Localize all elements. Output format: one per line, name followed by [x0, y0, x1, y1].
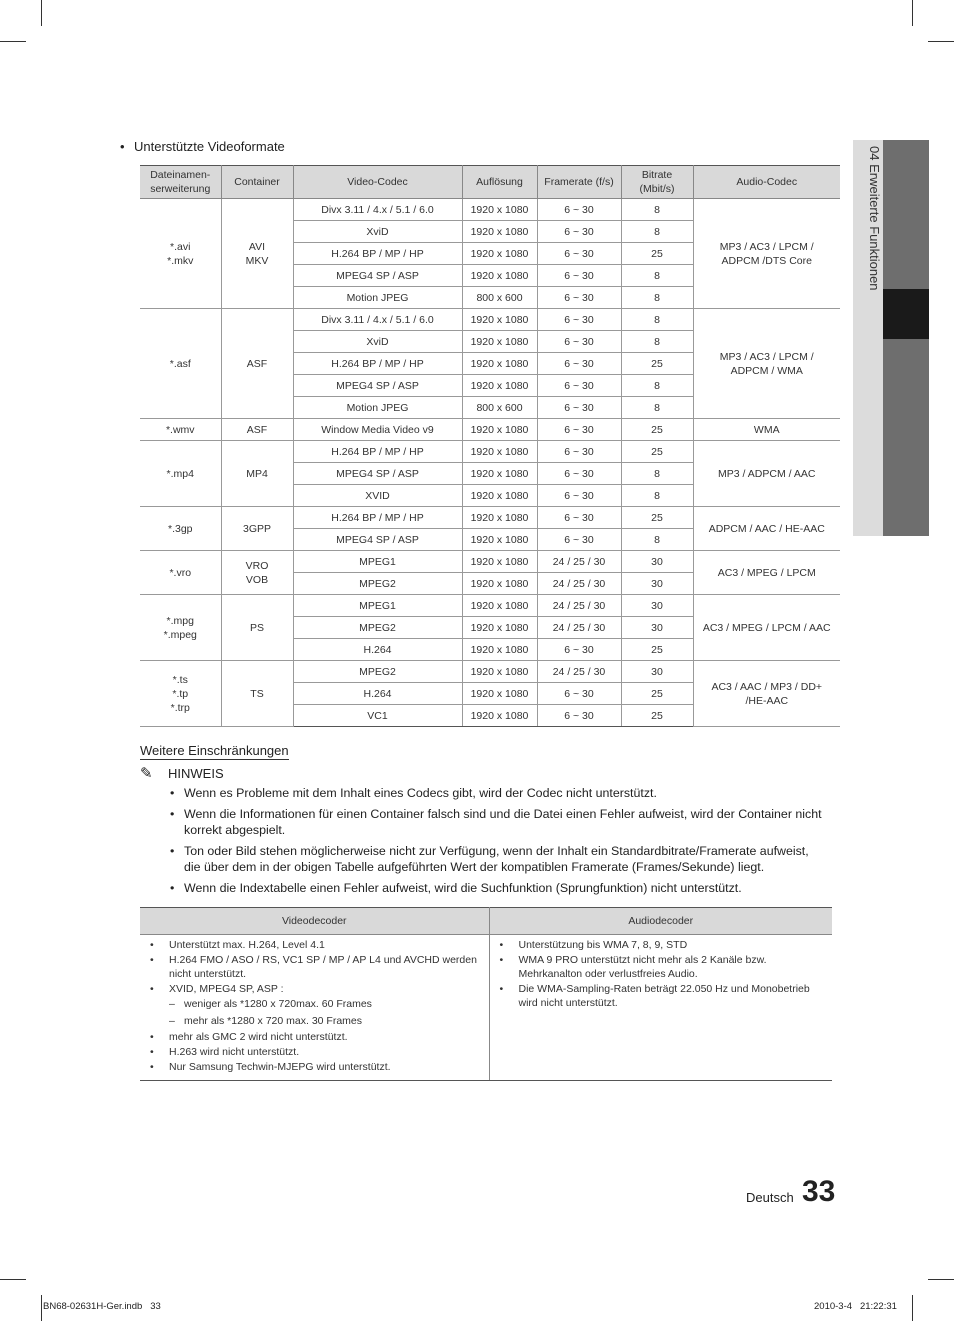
crop-mark	[928, 1279, 954, 1280]
audio-decoder-list	[498, 938, 829, 1011]
video-codec-cell: MPEG4 SP / ASP	[293, 463, 462, 485]
extension-cell: *.wmv	[140, 419, 221, 441]
extension-cell: *.avi *.mkv	[140, 199, 221, 309]
video-decoder-header: Videodecoder	[140, 908, 489, 935]
bitrate-cell: 25	[621, 419, 693, 441]
resolution-cell: 1920 x 1080	[462, 551, 537, 573]
list-item: • Wenn die Informationen für einen Container falsch sind und die Datei einen Fehler aufweist, wird der Container nicht korrekt abgespielt.	[170, 806, 825, 838]
resolution-cell: 1920 x 1080	[462, 353, 537, 375]
audio-codec-cell: AC3 / MPEG / LPCM	[693, 551, 840, 595]
column-header: Auflösung	[462, 166, 537, 199]
bitrate-cell: 25	[621, 243, 693, 265]
bitrate-cell: 25	[621, 683, 693, 705]
table-header-row	[140, 166, 840, 199]
bitrate-cell: 25	[621, 705, 693, 727]
container-cell: AVI MKV	[221, 199, 293, 309]
crop-mark	[928, 41, 954, 42]
framerate-cell: 6 ~ 30	[537, 705, 621, 727]
list-item: – mehr als *1280 x 720 max. 30 Frames	[148, 1013, 485, 1030]
bitrate-cell: 8	[621, 287, 693, 309]
list-item: • mehr als GMC 2 wird nicht unterstützt.	[148, 1030, 485, 1045]
resolution-cell: 800 x 600	[462, 397, 537, 419]
resolution-cell: 1920 x 1080	[462, 375, 537, 397]
video-codec-cell: Divx 3.11 / 4.x / 5.1 / 6.0	[293, 199, 462, 221]
container-cell: TS	[221, 661, 293, 727]
bitrate-cell: 25	[621, 507, 693, 529]
imprint-date: 2010-3-4 21:22:31	[814, 1301, 897, 1312]
pencil-icon: ✎	[140, 765, 153, 782]
framerate-cell: 6 ~ 30	[537, 419, 621, 441]
framerate-cell: 6 ~ 30	[537, 309, 621, 331]
crop-mark	[912, 1295, 913, 1321]
resolution-cell: 1920 x 1080	[462, 309, 537, 331]
extension-cell: *.asf	[140, 309, 221, 419]
bitrate-cell: 8	[621, 397, 693, 419]
bitrate-cell: 8	[621, 309, 693, 331]
resolution-cell: 1920 x 1080	[462, 617, 537, 639]
column-header: Bitrate (Mbit/s)	[621, 166, 693, 199]
framerate-cell: 6 ~ 30	[537, 397, 621, 419]
list-item: • WMA 9 PRO unterstützt nicht mehr als 2 Kanäle bzw. Mehrkanalton oder verlustfreies Audio.	[498, 953, 829, 982]
list-item: • Ton oder Bild stehen möglicherweise nicht zur Verfügung, wenn der Inhalt ein Standardbitrate/Framerate aufweist, die über dem in der obigen Tabelle aufgeführten Wert der kompatiblen Framerate (Frames/Sekunde) liegt.	[170, 843, 825, 875]
framerate-cell: 24 / 25 / 30	[537, 595, 621, 617]
video-codec-cell: XviD	[293, 221, 462, 243]
column-header: Dateinamen- serweiterung	[140, 166, 221, 199]
table-row	[140, 199, 840, 221]
resolution-cell: 1920 x 1080	[462, 243, 537, 265]
framerate-cell: 6 ~ 30	[537, 265, 621, 287]
crop-mark	[0, 41, 26, 42]
video-codec-cell: MPEG2	[293, 617, 462, 639]
restrictions-list	[170, 785, 825, 901]
framerate-cell: 6 ~ 30	[537, 243, 621, 265]
container-cell: MP4	[221, 441, 293, 507]
list-item: – weniger als *1280 x 720max. 60 Frames	[148, 996, 485, 1013]
video-codec-cell: Window Media Video v9	[293, 419, 462, 441]
resolution-cell: 1920 x 1080	[462, 441, 537, 463]
column-header: Video-Codec	[293, 166, 462, 199]
resolution-cell: 1920 x 1080	[462, 573, 537, 595]
note-label-text: HINWEIS	[168, 766, 224, 781]
audio-codec-cell: AC3 / MPEG / LPCM / AAC	[693, 595, 840, 661]
resolution-cell: 1920 x 1080	[462, 639, 537, 661]
bitrate-cell: 30	[621, 661, 693, 683]
crop-mark	[41, 0, 42, 26]
audio-decoder-cell	[489, 935, 832, 1081]
bitrate-cell: 8	[621, 463, 693, 485]
column-header: Container	[221, 166, 293, 199]
resolution-cell: 1920 x 1080	[462, 683, 537, 705]
bitrate-cell: 25	[621, 441, 693, 463]
audio-codec-cell: MP3 / AC3 / LPCM / ADPCM / WMA	[693, 309, 840, 419]
resolution-cell: 1920 x 1080	[462, 705, 537, 727]
list-item: • Nur Samsung Techwin-MJEPG wird unterstützt.	[148, 1060, 485, 1075]
table-row	[140, 661, 840, 683]
framerate-cell: 6 ~ 30	[537, 485, 621, 507]
extension-cell: *.vro	[140, 551, 221, 595]
imprint-file: BN68-02631H-Ger.indb 33	[43, 1301, 161, 1312]
section-title	[120, 139, 285, 154]
video-decoder-list	[148, 938, 485, 1074]
audio-codec-cell: MP3 / ADPCM / AAC	[693, 441, 840, 507]
resolution-cell: 1920 x 1080	[462, 463, 537, 485]
audio-codec-cell: ADPCM / AAC / HE-AAC	[693, 507, 840, 551]
framerate-cell: 6 ~ 30	[537, 639, 621, 661]
framerate-cell: 6 ~ 30	[537, 463, 621, 485]
bitrate-cell: 8	[621, 199, 693, 221]
side-tab-label: 04 Erweiterte Funktionen	[867, 146, 882, 291]
container-cell: ASF	[221, 309, 293, 419]
list-item: • H.263 wird nicht unterstützt.	[148, 1045, 485, 1060]
restrictions-heading: Weitere Einschränkungen	[140, 743, 289, 758]
table-header-row	[140, 908, 832, 935]
video-codec-cell: H.264 BP / MP / HP	[293, 441, 462, 463]
bitrate-cell: 25	[621, 639, 693, 661]
page-number: 33	[802, 1175, 836, 1208]
video-codec-cell: MPEG4 SP / ASP	[293, 265, 462, 287]
video-codec-cell: H.264	[293, 683, 462, 705]
bitrate-cell: 8	[621, 265, 693, 287]
crop-mark	[41, 1295, 42, 1321]
container-cell: PS	[221, 595, 293, 661]
list-item: • Unterstützt max. H.264, Level 4.1	[148, 938, 485, 953]
audio-codec-cell: AC3 / AAC / MP3 / DD+ /HE-AAC	[693, 661, 840, 727]
framerate-cell: 6 ~ 30	[537, 353, 621, 375]
video-codec-cell: Motion JPEG	[293, 397, 462, 419]
bitrate-cell: 8	[621, 375, 693, 397]
table-row	[140, 935, 832, 1081]
framerate-cell: 6 ~ 30	[537, 221, 621, 243]
crop-mark	[0, 1279, 26, 1280]
list-item: • Wenn es Probleme mit dem Inhalt eines Codecs gibt, wird der Codec nicht unterstützt.	[170, 785, 825, 801]
resolution-cell: 1920 x 1080	[462, 661, 537, 683]
video-codec-cell: H.264 BP / MP / HP	[293, 507, 462, 529]
framerate-cell: 6 ~ 30	[537, 507, 621, 529]
table-row	[140, 507, 840, 529]
container-cell: VRO VOB	[221, 551, 293, 595]
table-row	[140, 595, 840, 617]
framerate-cell: 24 / 25 / 30	[537, 551, 621, 573]
bitrate-cell: 30	[621, 617, 693, 639]
bitrate-cell: 8	[621, 529, 693, 551]
note-label	[140, 764, 224, 782]
audio-codec-cell: MP3 / AC3 / LPCM / ADPCM /DTS Core	[693, 199, 840, 309]
list-item: • Die WMA-Sampling-Raten beträgt 22.050 Hz und Monobetrieb wird nicht unterstützt.	[498, 982, 829, 1011]
extension-cell: *.mp4	[140, 441, 221, 507]
crop-mark	[912, 0, 913, 26]
video-codec-cell: MPEG4 SP / ASP	[293, 375, 462, 397]
list-item: • XVID, MPEG4 SP, ASP :	[148, 982, 485, 997]
resolution-cell: 1920 x 1080	[462, 595, 537, 617]
resolution-cell: 1920 x 1080	[462, 485, 537, 507]
bitrate-cell: 8	[621, 331, 693, 353]
video-codec-cell: XviD	[293, 331, 462, 353]
list-item: • H.264 FMO / ASO / RS, VC1 SP / MP / AP L4 und AVCHD werden nicht unterstützt.	[148, 953, 485, 982]
video-codec-cell: VC1	[293, 705, 462, 727]
framerate-cell: 6 ~ 30	[537, 331, 621, 353]
framerate-cell: 6 ~ 30	[537, 375, 621, 397]
framerate-cell: 6 ~ 30	[537, 683, 621, 705]
video-codec-cell: Motion JPEG	[293, 287, 462, 309]
bitrate-cell: 8	[621, 485, 693, 507]
video-codec-cell: MPEG4 SP / ASP	[293, 529, 462, 551]
resolution-cell: 1920 x 1080	[462, 199, 537, 221]
bitrate-cell: 30	[621, 551, 693, 573]
video-codec-cell: MPEG2	[293, 573, 462, 595]
bitrate-cell: 30	[621, 573, 693, 595]
audio-decoder-header: Audiodecoder	[489, 908, 832, 935]
bullet-icon: •	[120, 139, 125, 154]
list-item: • Wenn die Indextabelle einen Fehler aufweist, wird die Suchfunktion (Sprungfunktion) nicht unterstützt.	[170, 880, 825, 896]
table-row	[140, 441, 840, 463]
audio-codec-cell: WMA	[693, 419, 840, 441]
footer-language: Deutsch	[746, 1190, 794, 1205]
resolution-cell: 1920 x 1080	[462, 419, 537, 441]
resolution-cell: 1920 x 1080	[462, 331, 537, 353]
extension-cell: *.mpg *.mpeg	[140, 595, 221, 661]
side-tab-active-marker	[883, 289, 929, 339]
extension-cell: *.ts *.tp *.trp	[140, 661, 221, 727]
container-cell: ASF	[221, 419, 293, 441]
video-codec-cell: Divx 3.11 / 4.x / 5.1 / 6.0	[293, 309, 462, 331]
framerate-cell: 24 / 25 / 30	[537, 573, 621, 595]
video-codec-cell: XVID	[293, 485, 462, 507]
table-row	[140, 551, 840, 573]
framerate-cell: 6 ~ 30	[537, 199, 621, 221]
video-formats-table	[140, 165, 840, 727]
framerate-cell: 24 / 25 / 30	[537, 661, 621, 683]
video-codec-cell: MPEG1	[293, 551, 462, 573]
bitrate-cell: 30	[621, 595, 693, 617]
bitrate-cell: 8	[621, 221, 693, 243]
column-header: Framerate (f/s)	[537, 166, 621, 199]
resolution-cell: 1920 x 1080	[462, 529, 537, 551]
list-item: • Unterstützung bis WMA 7, 8, 9, STD	[498, 938, 829, 953]
bitrate-cell: 25	[621, 353, 693, 375]
video-decoder-cell	[140, 935, 489, 1081]
table-row	[140, 309, 840, 331]
resolution-cell: 1920 x 1080	[462, 221, 537, 243]
video-codec-cell: MPEG2	[293, 661, 462, 683]
table-row	[140, 419, 840, 441]
resolution-cell: 1920 x 1080	[462, 265, 537, 287]
video-codec-cell: MPEG1	[293, 595, 462, 617]
framerate-cell: 24 / 25 / 30	[537, 617, 621, 639]
resolution-cell: 1920 x 1080	[462, 507, 537, 529]
container-cell: 3GPP	[221, 507, 293, 551]
section-title-text: Unterstützte Videoformate	[134, 139, 285, 154]
extension-cell: *.3gp	[140, 507, 221, 551]
framerate-cell: 6 ~ 30	[537, 441, 621, 463]
framerate-cell: 6 ~ 30	[537, 287, 621, 309]
video-codec-cell: H.264 BP / MP / HP	[293, 353, 462, 375]
resolution-cell: 800 x 600	[462, 287, 537, 309]
decoders-table	[140, 907, 832, 1081]
video-codec-cell: H.264	[293, 639, 462, 661]
framerate-cell: 6 ~ 30	[537, 529, 621, 551]
video-codec-cell: H.264 BP / MP / HP	[293, 243, 462, 265]
column-header: Audio-Codec	[693, 166, 840, 199]
